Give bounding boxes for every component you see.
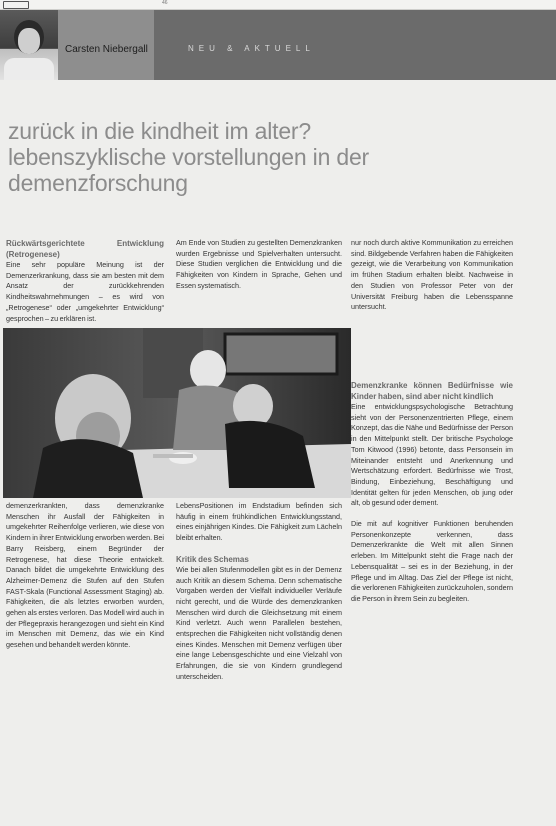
column-1-text-bottom: demenzerkrankten, dass demenzkranke Menschen ihr Ausfall der Fähigkeiten in umgekehrter Reihenfolge verlieren, wie diese von Kindern in ihrer Entwicklung erworben werden. Bei Barry Reisberg, einem Begründer der Retrogenese, hat diese Theorie entwickelt. Danach bildet die umgekehrte Entwicklung des Alzheimer-Demenz die Stufen auf den Stufen FAST-Skala (Functional Assessment Staging) ab. Fähigkeiten, die als letztes erworben wurden, gehen als erstes verloren. Das Modell wird auch in der Pflegepraxis herangezogen und sieht ein Kind im Menschen mit Demenz, das wie ein Kind gesehen und behandelt werden könnte. [6, 501, 164, 650]
page-corner-mark [3, 1, 29, 9]
column-3-text-bottom: Die mit auf kognitiver Funktionen beruhenden Personenkonzepte verkennen, dass Demenzerkrankte die Welt mit allen Sinnen erleben. Im Mittelpunkt steht die Frage nach der Lebensqualität – sei es in der Beziehung, in der Pflege und im Alltag. Das Ziel der Pflege ist nicht, die verlorenen Fähigkeiten zurückzuholen, sondern die Person in ihrem Sein zu begleiten. [351, 519, 513, 603]
column-2-bottom [176, 501, 342, 811]
author-shirt [4, 58, 54, 80]
author-name: Carsten Niebergall [65, 44, 148, 55]
column-3-bottom [351, 380, 513, 812]
person-middle-head [190, 350, 226, 390]
column-3-subhead: Demenzkranke können Bedürfnisse wie Kinder haben, sind aber nicht kindlich [351, 381, 513, 401]
title-line-2: lebenszyklische vorstellungen in der [8, 144, 370, 170]
page-marker: 46 [162, 0, 168, 6]
title-line-3: demenzforschung [8, 170, 188, 196]
photo-illustration-svg [3, 328, 351, 498]
column-1-top [6, 238, 164, 324]
column-2-text-critique: Wie bei allen Stufenmodellen gibt es in der Demenz auch Kritik an diesem Schema. Denn schematische Vorgaben werden der Vielfalt individueller Verläufe nicht gerecht, und die Würde des demenzkranken Menschen wird durch die Gleichsetzung mit einem Kind verletzt. Auch wenn Parallelen bestehen, entsprechen die Fähigkeiten nicht vollständig denen eines Kindes. Menschen mit Demenz verfügen über eine lange Lebensgeschichte und eine Vielzahl von Erfahrungen, die sie von Kindern grundlegend unterscheiden. [176, 564, 342, 681]
author-name-box [58, 10, 154, 80]
column-1-text-top: Eine sehr populäre Meinung ist der Demenzerkrankung, dass sie am besten mit dem Ansatz der zurückkehrenden Kindheitswahrnehmungen – es wird von „Retrogenese“ oder „umgekehrter Entwicklung“ gesprochen – zu erklären ist. [6, 260, 164, 323]
column-3-top [351, 238, 513, 376]
column-2-text-bottom: LebensPositionen im Endstadium befinden sich häufig in einem frühkindlichen Entwicklungsstand, eines einjährigen Kindes. Die Fähigkeit zum Lächeln bleibt erhalten. [176, 501, 342, 543]
column-1-bottom [6, 501, 164, 811]
title-line-1: zurück in die kindheit im alter? [8, 118, 311, 144]
column-2-text-top: Am Ende von Studien zu gestellten Demenzkranken wurden Ergebnisse und Spielverhalten untersucht. Diese Studien verglichen die Entwicklung und die Fähigkeiten von Kindern in Sprache, Gehen und Essen systematisch. [176, 238, 342, 290]
column-2-top [176, 238, 342, 324]
section-label: NEU & AKTUELL [188, 44, 315, 53]
article-title [8, 118, 548, 196]
wall-picture [225, 334, 337, 374]
author-face [18, 28, 40, 54]
column-3-text-middle: Eine entwicklungspsychologische Betrachtung sieht von der Personenzentrierten Pflege, einem Konzept, das die Nähe und Bedürfnisse der Person in den Mittelpunkt stellt. Der britische Psychologe Tom Kitwood (1996) betonte, dass Personsein im Miteinander entsteht und Anerkennung und Wertschätzung erfordert. Bedürfnisse wie Trost, Bindung, Einbeziehung, Beschäftigung und Identität gelten für jeden Menschen, ob jung oder alt, ob gesund oder dement. [351, 402, 513, 508]
column-3-text-top: nur noch durch aktive Kommunikation zu erreichen sind. Bildgebende Verfahren haben die Fähigkeiten gezeigt, wie die Verarbeitung von Kommunikation im frühen Stadium erhalten bleibt. Nachweise in den Studien von Professor Peter von der Universität Freiburg haben die Lebensspanne untersucht. [351, 238, 513, 312]
scan-top-strip [0, 0, 556, 10]
author-photo [0, 10, 58, 80]
photo-illustration [3, 328, 351, 498]
column-1-subhead: Rückwärtsgerichtete Entwicklung (Retrogenese) [6, 239, 164, 259]
column-2-subhead: Kritik des Schemas [176, 554, 249, 564]
